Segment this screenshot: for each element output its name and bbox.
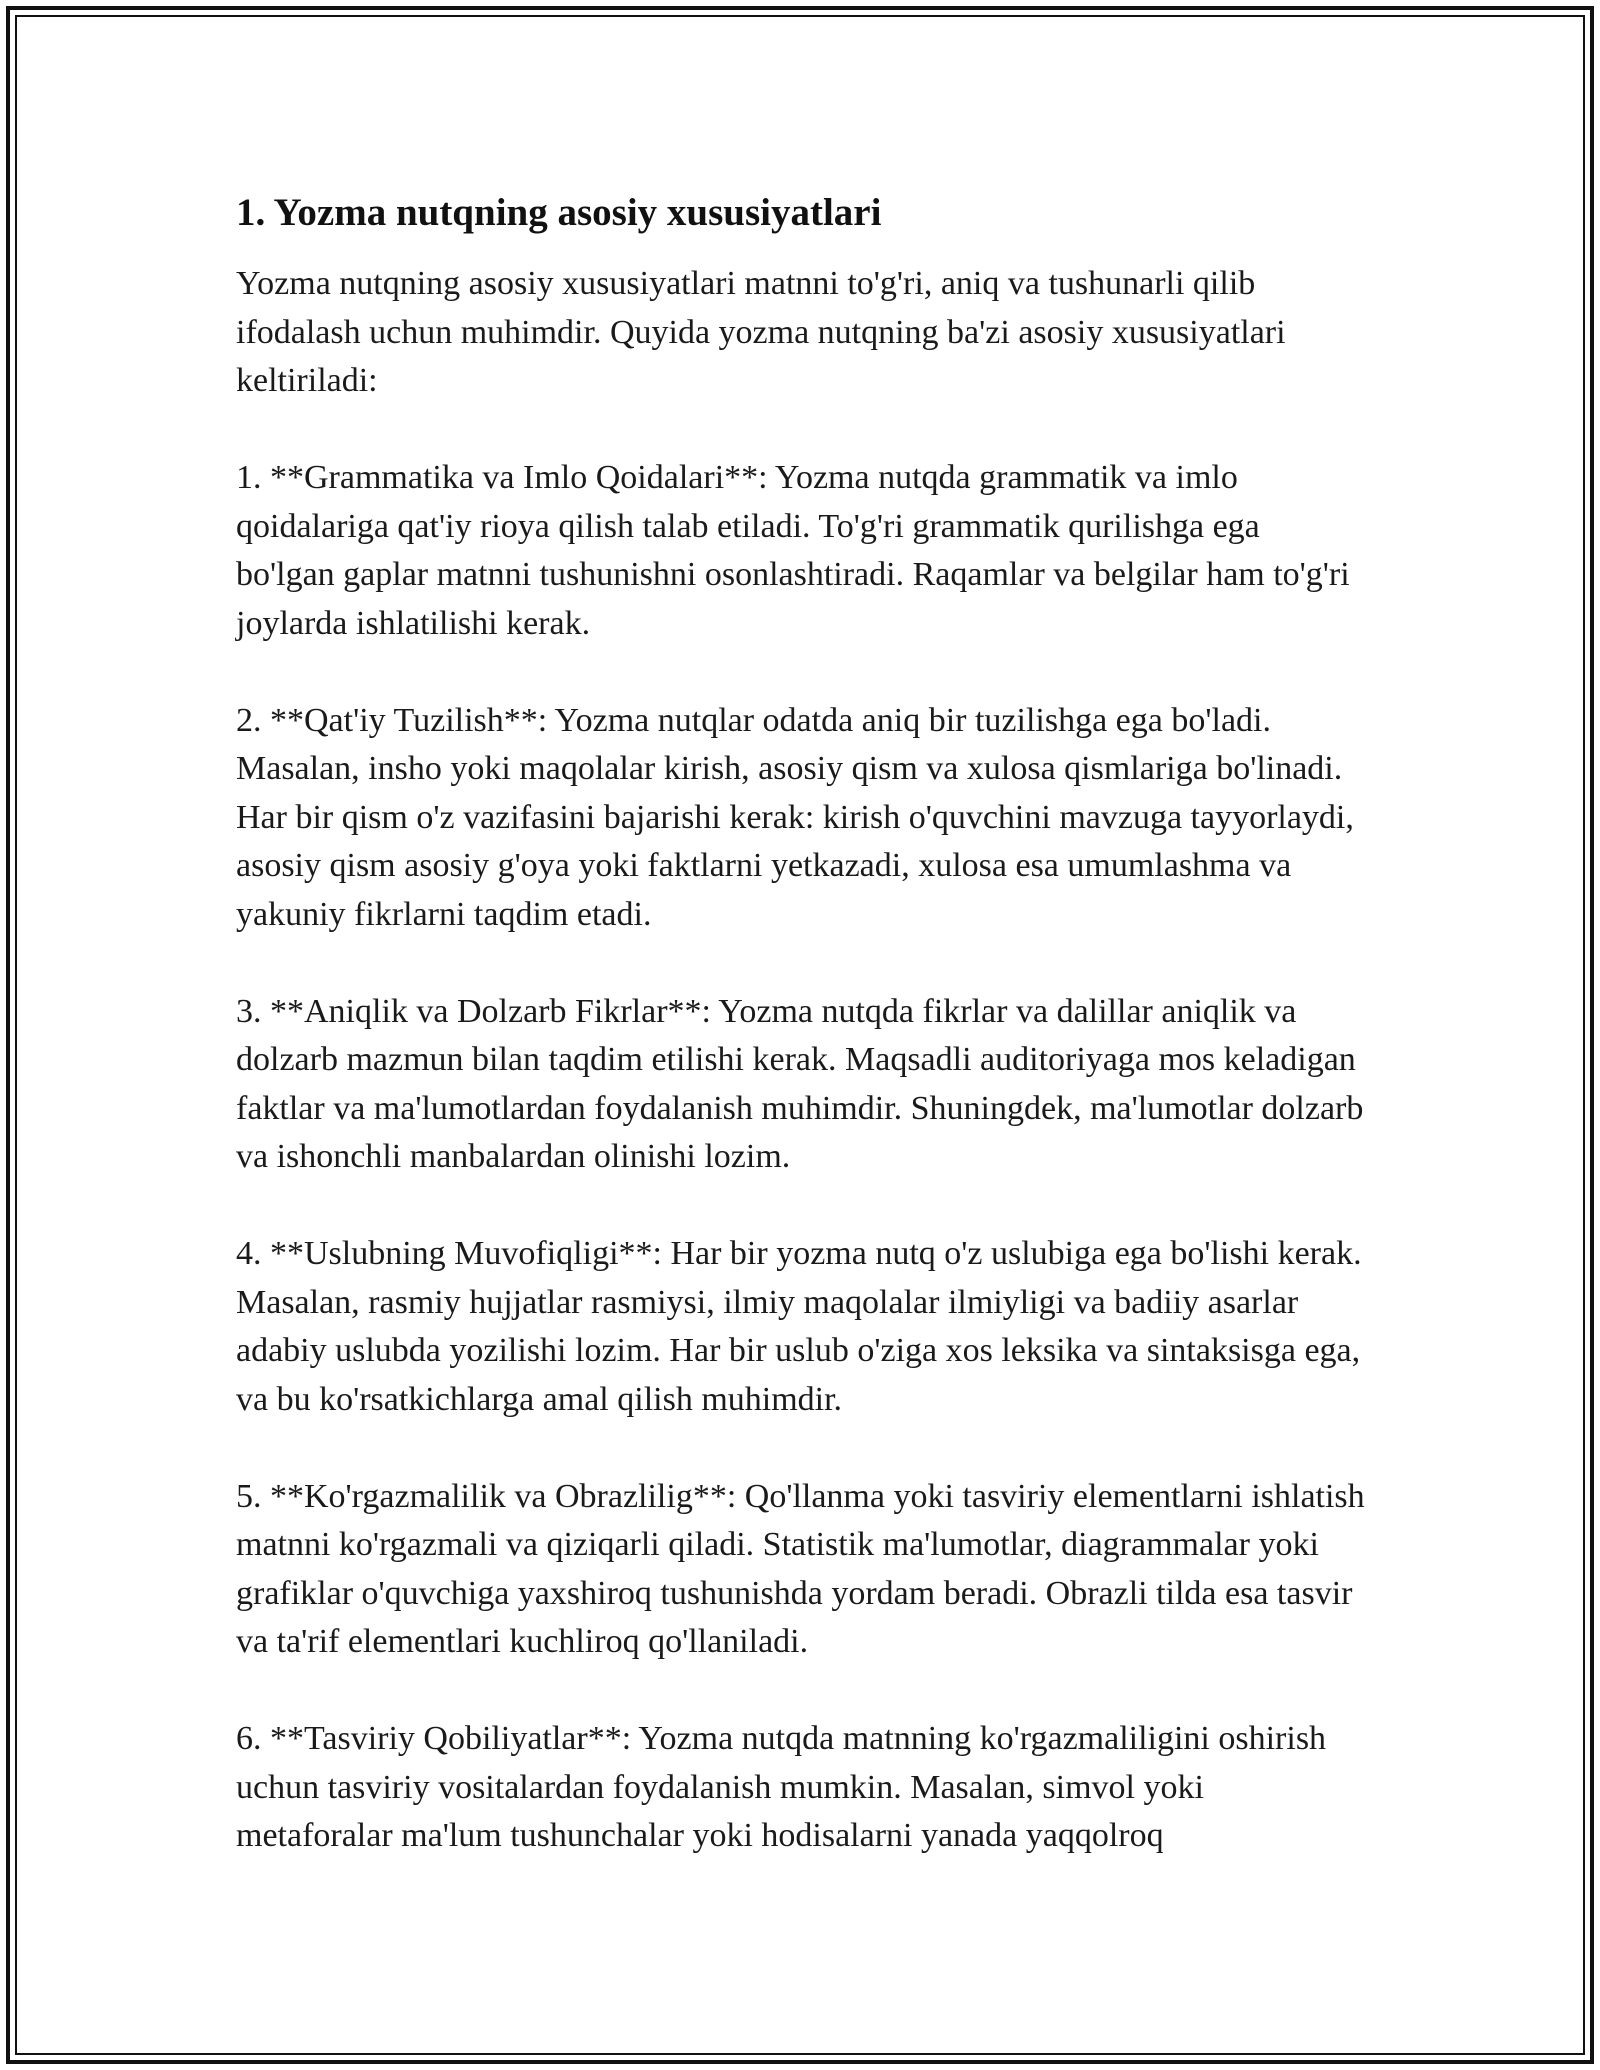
intro-paragraph: Yozma nutqning asosiy xususiyatlari matnni to'g'ri, aniq va tushunarli qilib ifodalash uchun muhimdir. Quyida yozma nutqning ba'zi asosiy xususiyatlari keltiriladi: (236, 265, 1286, 399)
list-item-visuals: 5. **Ko'rgazmalilik va Obrazlilig**: Qo'llanma yoki tasviriy elementlarni ishlatish matnni ko'rgazmali va qiziqarli qiladi. Statistik ma'lumotlar, diagrammalar yoki grafiklar o'quvchiga yaxshiroq tushunishda yordam beradi. Obrazli tilda esa tasvir va ta'rif elementlari kuchliroq qo'llaniladi. (236, 1477, 1365, 1660)
section-heading: 1. Yozma nutqning asosiy xususiyatlari (236, 191, 882, 234)
list-item-accuracy: 3. **Aniqlik va Dolzarb Fikrlar**: Yozma nutqda fikrlar va dalillar aniqlik va dolzarb mazmun bilan taqdim etilishi kerak. Maqsadli auditoriyaga mos keladigan faktlar va ma'lumotlardan foydalanish muhimdir. Shuningdek, ma'lumotlar dolzarb va ishonchli manbalardan olinishi lozim. (236, 992, 1364, 1175)
document-body (236, 188, 1366, 1909)
list-item-style: 4. **Uslubning Muvofiqligi**: Har bir yozma nutq o'z uslubiga ega bo'lishi kerak. Masalan, rasmiy hujjatlar rasmiysi, ilmiy maqolalar ilmiyligi va badiiy asarlar adabiy uslubda yozilishi lozim. Har bir uslub o'ziga xos leksika va sintaksisga ega, va bu ko'rsatkichlarga amal qilish muhimdir. (236, 1235, 1362, 1418)
list-item-structure: 2. **Qat'iy Tuzilish**: Yozma nutqlar odatda aniq bir tuzilishga ega bo'ladi. Masalan, insho yoki maqolalar kirish, asosiy qism va xulosa qismlariga bo'linadi. Har bir qism o'z vazifasini bajarishi kerak: kirish o'quvchini mavzuga tayyorlaydi, asosiy qism asosiy g'oya yoki faktlarni yetkazadi, xulosa esa umumlashma va yakuniy fikrlarni taqdim etadi. (236, 701, 1354, 933)
list-item-grammar: 1. **Grammatika va Imlo Qoidalari**: Yozma nutqda grammatik va imlo qoidalariga qat'iy rioya qilish talab etiladi. To'g'ri grammatik qurilishga ega bo'lgan gaplar matnni tushunishni osonlashtiradi. Raqamlar va belgilar ham to'g'ri joylarda ishlatilishi kerak. (236, 459, 1350, 642)
list-item-imagery: 6. **Tasviriy Qobiliyatlar**: Yozma nutqda matnning ko'rgazmaliligini oshirish uchun tasviriy vositalardan foydalanish mumkin. Masalan, simvol yoki metaforalar ma'lum tushunchalar yoki hodisalarni yanada yaqqolroq (236, 1720, 1327, 1854)
